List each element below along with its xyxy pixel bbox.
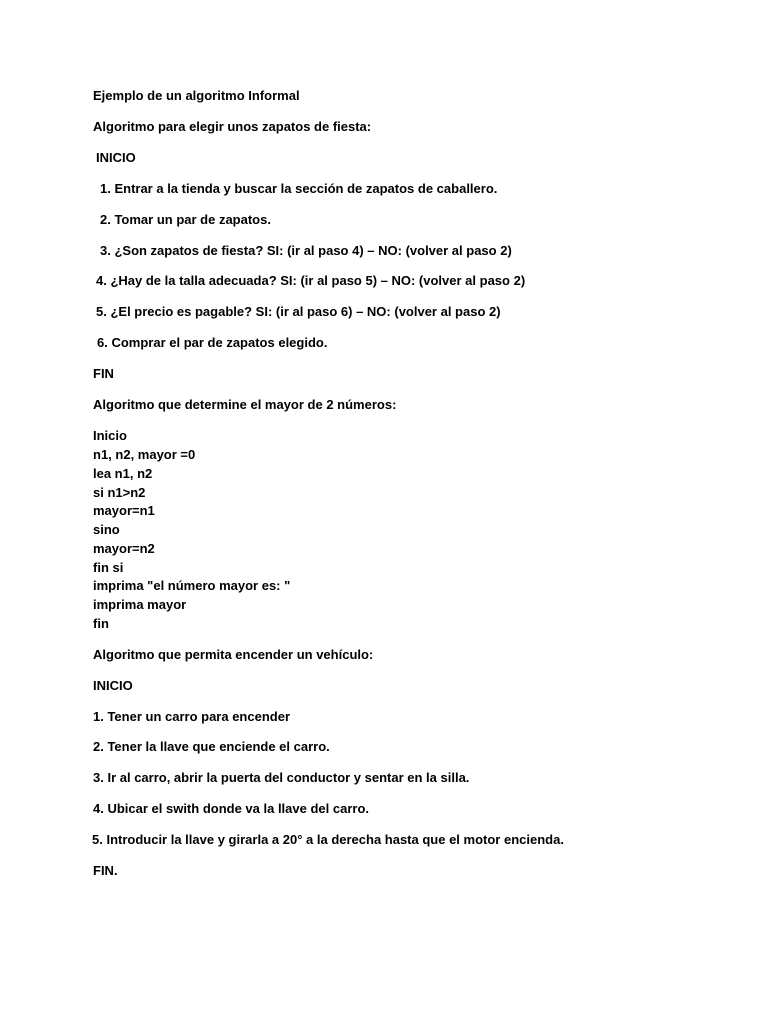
section3-step-4: 4. Ubicar el swith donde va la llave del carro. <box>93 801 369 816</box>
section3-step-5: 5. Introducir la llave y girarla a 20° a la derecha hasta que el motor encienda. <box>92 832 564 847</box>
code-line: n1, n2, mayor =0 <box>93 447 196 462</box>
code-line: fin si <box>93 560 124 575</box>
code-line: Inicio <box>93 428 127 443</box>
section2-title: Algoritmo que determine el mayor de 2 números: <box>93 397 397 412</box>
code-line: si n1>n2 <box>93 485 146 500</box>
section1-start: INICIO <box>96 150 136 165</box>
section1-step-1: 1. Entrar a la tienda y buscar la sección de zapatos de caballero. <box>100 181 498 196</box>
section3-step-3: 3. Ir al carro, abrir la puerta del conductor y sentar en la silla. <box>93 770 470 785</box>
section3-start: INICIO <box>93 678 133 693</box>
section1-step-3: 3. ¿Son zapatos de fiesta? SI: (ir al paso 4) – NO: (volver al paso 2) <box>100 243 512 258</box>
section1-end: FIN <box>93 366 114 381</box>
section3-end: FIN. <box>93 863 118 878</box>
code-line: sino <box>93 522 120 537</box>
code-line: mayor=n1 <box>93 503 155 518</box>
section3-step-2: 2. Tener la llave que enciende el carro. <box>93 739 330 754</box>
section1-step-4: 4. ¿Hay de la talla adecuada? SI: (ir al paso 5) – NO: (volver al paso 2) <box>96 273 526 288</box>
code-line: mayor=n2 <box>93 541 155 556</box>
section1-step-5: 5. ¿El precio es pagable? SI: (ir al paso 6) – NO: (volver al paso 2) <box>96 304 501 319</box>
code-line: imprima "el número mayor es: " <box>93 578 291 593</box>
section1-title: Algoritmo para elegir unos zapatos de fiesta: <box>93 119 372 134</box>
section3-title: Algoritmo que permita encender un vehículo: <box>93 647 374 662</box>
code-line: fin <box>93 616 109 631</box>
section1-step-6: 6. Comprar el par de zapatos elegido. <box>97 335 328 350</box>
code-line: lea n1, n2 <box>93 466 153 481</box>
section3-step-1: 1. Tener un carro para encender <box>93 709 290 724</box>
code-line: imprima mayor <box>93 597 187 612</box>
document-heading: Ejemplo de un algoritmo Informal <box>93 88 300 103</box>
section1-step-2: 2. Tomar un par de zapatos. <box>100 212 271 227</box>
